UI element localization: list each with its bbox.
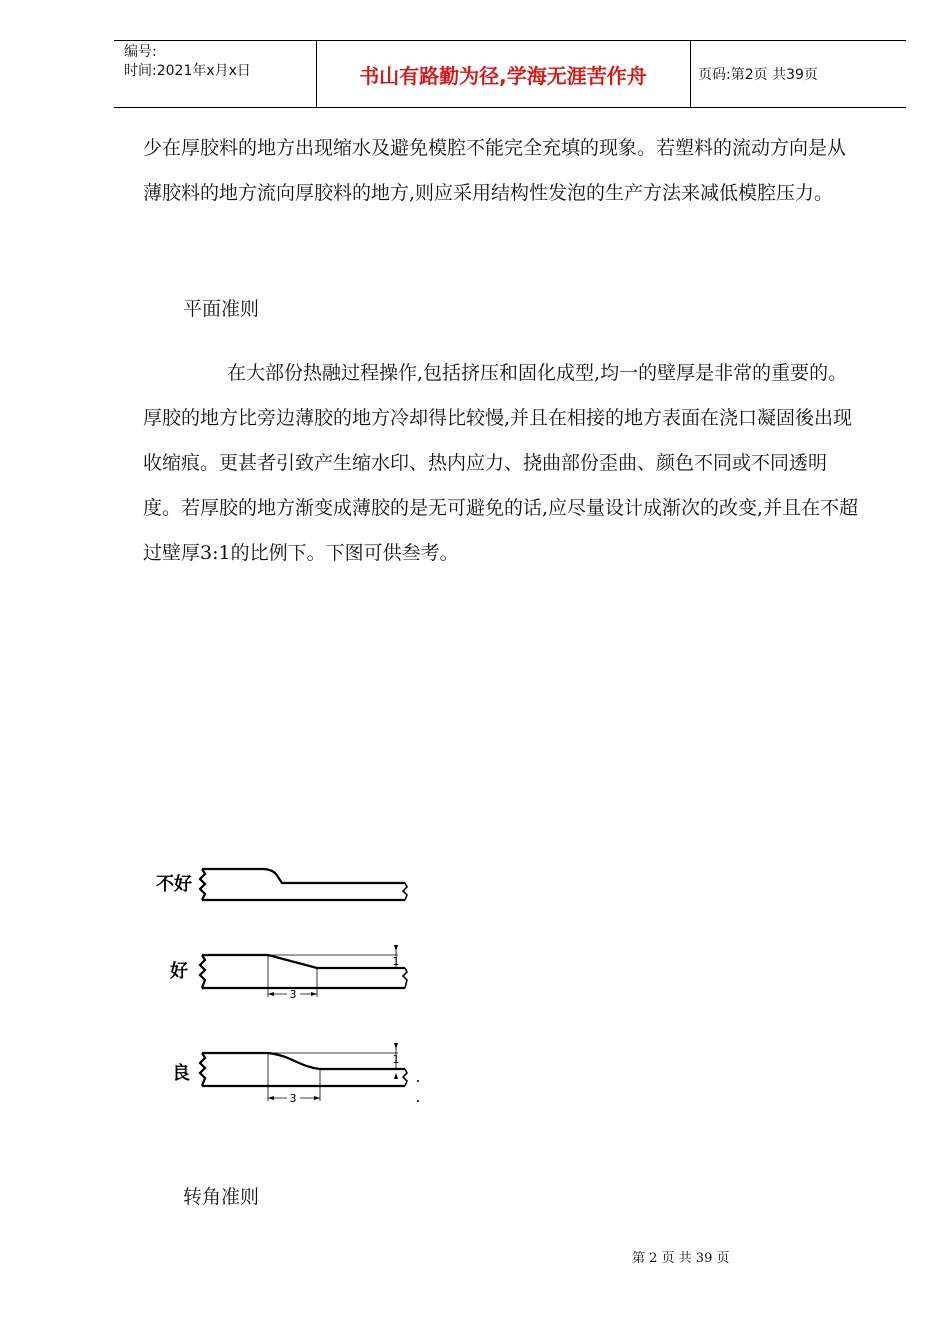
- fine-arrow-bottom: [394, 1073, 398, 1079]
- fine-break-left: [200, 1053, 205, 1086]
- fine-arrow-left: [268, 1096, 274, 1100]
- fine-top-edge: [202, 1053, 405, 1069]
- good-break-right: [403, 968, 407, 988]
- fine-label: 良: [172, 1063, 190, 1084]
- good-ratio-height: 1: [392, 955, 400, 968]
- good-arrow-top: [394, 945, 398, 951]
- header-divider-right: [690, 41, 691, 107]
- bad-label: 不好: [156, 874, 192, 895]
- bad-top-edge: [202, 869, 405, 883]
- fine-ratio-height: 1: [392, 1053, 400, 1066]
- good-top-edge: [202, 955, 405, 968]
- fine-arrow-right: [314, 1096, 320, 1100]
- header-meta: [124, 43, 314, 81]
- fine-break-right: [403, 1069, 407, 1086]
- paragraph-intro: 少在厚胶料的地方出现缩水及避免模腔不能完全充填的现象。若塑料的流动方向是从薄胶料的地方流向厚胶料的地方,则应采用结构性发泡的生产方法来减低模腔压力。: [143, 137, 847, 204]
- bad-break-right: [403, 883, 407, 900]
- header-page-label: 页码:第2页 共39页: [698, 67, 818, 83]
- good-break-left: [200, 955, 205, 988]
- fine-arrow-top: [394, 1043, 398, 1049]
- good-arrow-right: [311, 992, 317, 996]
- serial-label: 编号:: [124, 44, 157, 60]
- page-header: [114, 40, 906, 108]
- good-label: 好: [170, 961, 188, 982]
- bad-break-left: [200, 869, 205, 900]
- fine-ratio-length: 3: [289, 1092, 297, 1105]
- heading-plane-rule: 平面准则: [183, 298, 260, 320]
- wall-thickness-diagram: [150, 855, 430, 1115]
- paragraph-plane-rule: [143, 351, 863, 576]
- page-footer: 第 2 页 共 39 页: [632, 1251, 730, 1266]
- fine-dot-b: [417, 1100, 419, 1102]
- header-motto: 书山有路勤为径,学海无涯苦作舟: [359, 63, 647, 88]
- wall-thickness-figure: [150, 855, 430, 1119]
- fine-dot-a: [417, 1080, 419, 1082]
- paragraph-plane-rule-text: 在大部份热融过程操作,包括挤压和固化成型,均一的壁厚是非常的重要的。厚胶的地方比旁边薄胶的地方冷却得比较慢,并且在相接的地方表面在浇口凝固後出现收缩痕。更甚者引致产生缩水印、热内应力、挠曲部份歪曲、颜色不同或不同透明度。若厚胶的地方渐变成薄胶的是无可避免的话,应尽量设计成渐次的改变,并且在不超过壁厚3:1的比例下。下图可供叁考。: [143, 362, 859, 564]
- heading-corner-rule: 转角准则: [183, 1186, 260, 1208]
- good-arrow-left: [268, 992, 274, 996]
- time-label: 时间:2021年x月x日: [124, 63, 251, 79]
- good-ratio-length: 3: [289, 988, 297, 1001]
